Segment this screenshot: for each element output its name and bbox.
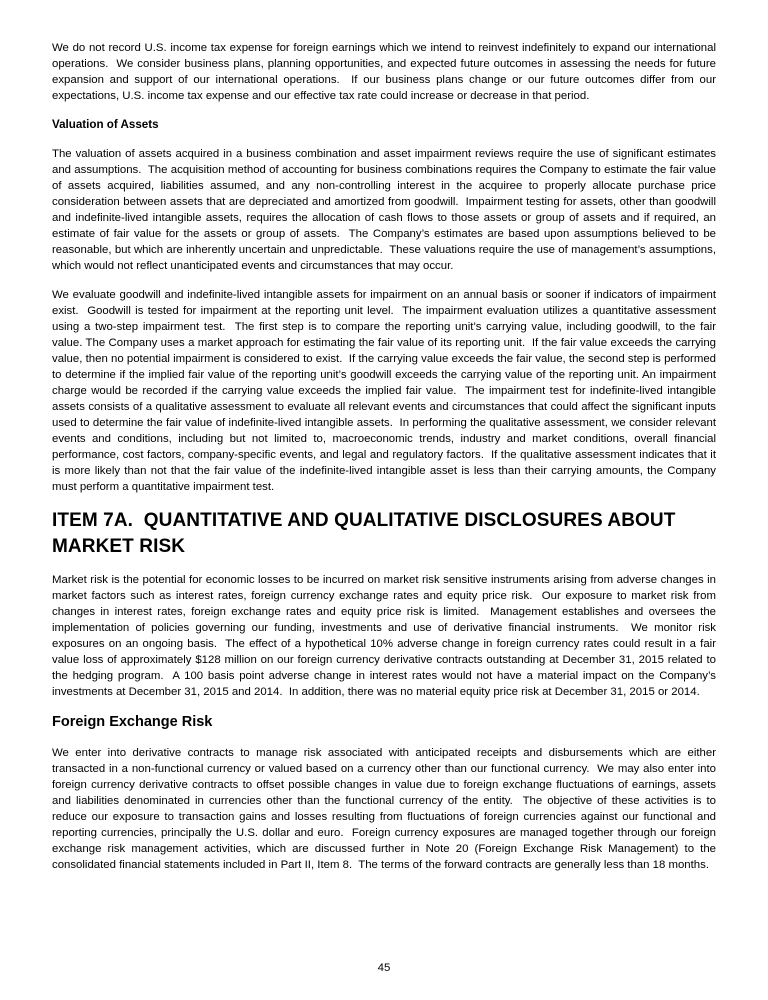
section-heading-foreign-exchange-risk: Foreign Exchange Risk (52, 714, 213, 730)
paragraph-foreign-exchange: We enter into derivative contracts to manage risk associated with anticipated receipts and disbursements which are either transacted in a non-functional currency or valued based on a currency other than our functional currency. We may also enter into foreign currency derivative contracts to offset possible changes in value due to foreign exchange fluctuations of earnings, assets and liabilities denominated in currencies other than the functional currency of the entity. The objective of these activities is to reduce our exposure to transaction gains and losses resulting from fluctuations of foreign currencies against our functional and reporting currencies, principally the U.S. dollar and euro. Foreign currency exposures are managed together through our foreign exchange risk management activities, which are discussed further in Note 20 (Foreign Exchange Risk Management) to the consolidated financial statements included in Part II, Item 8. The terms of the forward contracts are generally less than 18 months. (52, 747, 720, 871)
page-number: 45 (377, 962, 391, 974)
paragraph-income-tax: We do not record U.S. income tax expense for foreign earnings which we intend to reinvest indefinitely to expand our international operations. We consider business plans, planning opportunities, and expected future outcomes in assessing the needs for future expansion and support of our international operations. If our business plans change or our future outcomes differ from our expectations, U.S. income tax expense and our effective tax rate could increase or decrease in that period. (52, 42, 720, 102)
section-heading-valuation-of-assets: Valuation of Assets (52, 118, 159, 131)
paragraph-valuation-estimates: The valuation of assets acquired in a business combination and asset impairment reviews require the use of significant estimates and assumptions. The acquisition method of accounting for business combinations requires the Company to estimate the fair value of assets acquired, liabilities assumed, and any non-controlling interest in the acquiree to properly allocate purchase price consideration between assets that are depreciated and amortized from goodwill. Impairment testing for assets, other than goodwill and indefinite-lived intangible assets, requires the allocation of cash flows to those assets or group of assets and if required, an estimate of fair value for the assets or group of assets. The Company’s estimates are based upon assumptions believed to be reasonable, but which are inherently uncertain and unpredictable. These valuations require the use of management’s assumptions, which would not reflect unanticipated events and circumstances that may occur. (52, 148, 720, 272)
section-heading-item-7a: ITEM 7A. QUANTITATIVE AND QUALITATIVE DISCLOSURES ABOUT MARKET RISK (52, 510, 681, 557)
paragraph-market-risk: Market risk is the potential for economic losses to be incurred on market risk sensitive instruments arising from adverse changes in market factors such as interest rates, foreign currency exchange rates and equity price risk. Our exposure to market risk from changes in interest rates, foreign exchange rates and equity price risk is limited. Management establishes and oversees the implementation of policies governing our funding, investments and use of derivative financial instruments. We monitor risk exposures on an ongoing basis. The effect of a hypothetical 10% adverse change in foreign currency rates could result in a fair value loss of approximately $128 million on our foreign currency derivative contracts outstanding at December 31, 2015 related to the hedging program. A 100 basis point adverse change in interest rates would not have a material impact on the Company’s investments at December 31, 2015 and 2014. In addition, there was no material equity price risk at December 31, 2015 or 2014. (52, 574, 720, 698)
paragraph-goodwill-impairment: We evaluate goodwill and indefinite-lived intangible assets for impairment on an annual basis or sooner if indicators of impairment exist. Goodwill is tested for impairment at the reporting unit level. The impairment evaluation utilizes a quantitative assessment using a two-step impairment test. The first step is to compare the reporting unit’s carrying value, including goodwill, to the fair value. The Company uses a market approach for estimating the fair value of its reporting unit. If the fair value exceeds the carrying value, then no potential impairment is considered to exist. If the carrying value exceeds the fair value, the second step is performed to determine if the implied fair value of the reporting unit’s goodwill exceeds the carrying value of the reporting unit. An impairment charge would be recorded if the carrying value exceeds the implied fair value. The impairment test for indefinite-lived intangible assets consists of a qualitative assessment to evaluate all relevant events and circumstances that could affect the significant inputs used to determine the fair value of indefinite-lived intangible assets. In performing the qualitative assessment, we consider relevant events and conditions, including but not limited to, macroeconomic trends, industry and market conditions, overall financial performance, cost factors, company-specific events, and legal and regulatory factors. If the qualitative assessment indicates that it is more likely than not that the fair value of the indefinite-lived intangible asset is less than their carrying amounts, the Company must perform a quantitative impairment test. (52, 289, 720, 493)
